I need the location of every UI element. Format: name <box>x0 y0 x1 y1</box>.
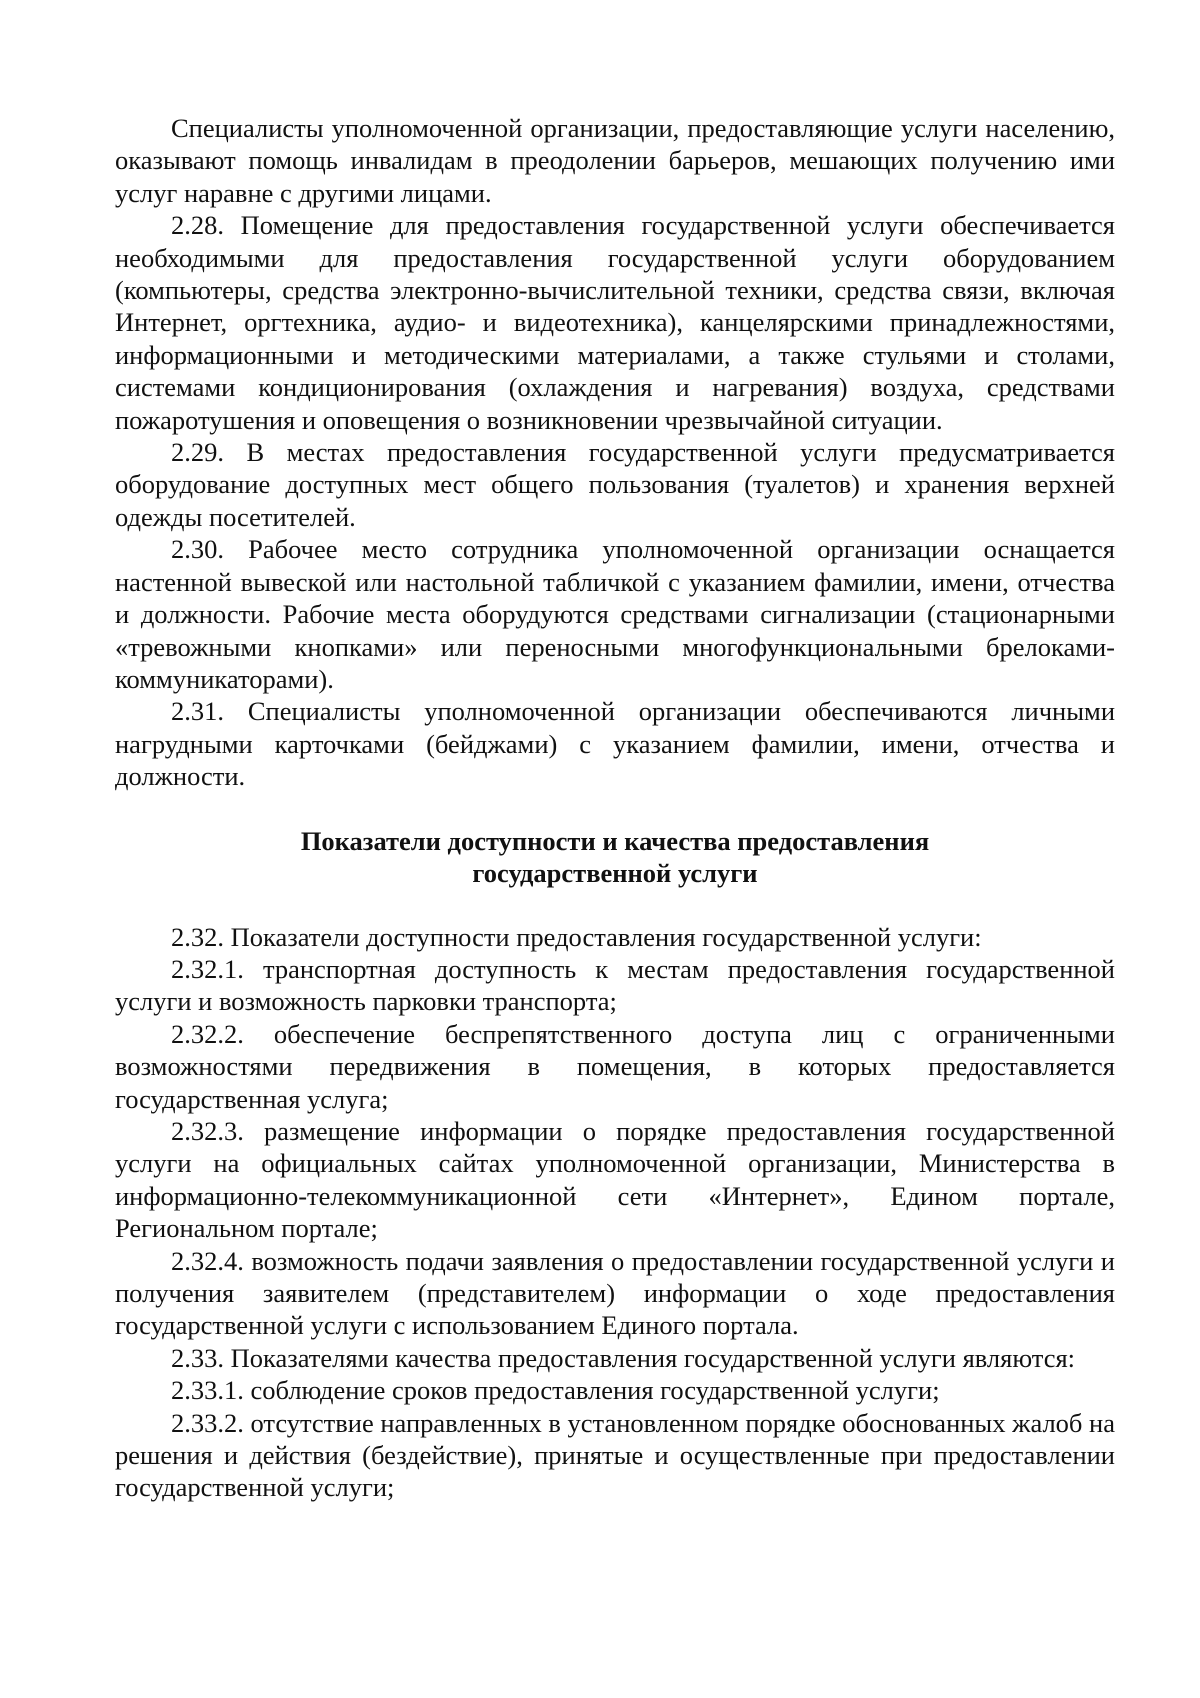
section-premises <box>115 112 1115 793</box>
section-heading-line-1: Показатели доступности и качества предоставления <box>300 825 930 856</box>
paragraph-2-31: 2.31. Специалисты уполномоченной организации обеспечиваются личными нагрудными карточками (бейджами) с указанием фамилии, имени, отчества и должности. <box>115 696 1115 792</box>
paragraph-2-32: 2.32. Показатели доступности предоставления государственной услуги: <box>171 921 982 952</box>
paragraph-2-33: 2.33. Показателями качества предоставления государственной услуги являются: <box>171 1342 1076 1373</box>
paragraph-2-32-4: 2.32.4. возможность подачи заявления о предоставлении государственной услуги и получения заявителем (представителем) информации о ходе предоставления государственной услуги с использованием Единого портала. <box>115 1245 1115 1341</box>
paragraph-2-32-2: 2.32.2. обеспечение беспрепятственного доступа лиц с ограниченными возможностями передвижения в помещения, в которых предоставляется государственная услуга; <box>115 1018 1115 1114</box>
paragraph-2-33-1: 2.33.1. соблюдение сроков предоставления государственной услуги; <box>171 1375 940 1406</box>
section-indicators <box>115 921 1115 1504</box>
paragraph-2-32-3: 2.32.3. размещение информации о порядке предоставления государственной услуги на официальных сайтах уполномоченной организации, Министерства в информационно-телекоммуникационной сети «Интернет», Едином портале, Региональном портале; <box>115 1115 1115 1244</box>
section-heading <box>115 825 1115 889</box>
section-heading-line-2: государственной услуги <box>472 857 758 888</box>
document-page <box>115 112 1115 1504</box>
paragraph-2-29: 2.29. В местах предоставления государственной услуги предусматривается оборудование доступных мест общего пользования (туалетов) и хранения верхней одежды посетителей. <box>115 437 1115 532</box>
paragraph-2-33-2: 2.33.2. отсутствие направленных в установленном порядке обоснованных жалоб на решения и действия (бездействие), принятые и осуществленные при предоставлении государственной услуги; <box>115 1407 1115 1503</box>
paragraph-2-32-1: 2.32.1. транспортная доступность к местам предоставления государственной услуги и возможность парковки транспорта; <box>115 953 1115 1017</box>
paragraph-2-30: 2.30. Рабочее место сотрудника уполномоченной организации оснащается настенной вывеской или настольной табличкой с указанием фамилии, имени, отчества и должности. Рабочие места оборудуются средствами сигнализации (стационарными «тревожными кнопками» или переносными многофункциональными брелоками-коммуникаторами). <box>115 534 1115 694</box>
paragraph-specialists-assistance: Специалисты уполномоченной организации, предоставляющие услуги населению, оказывают помощь инвалидам в преодолении барьеров, мешающих получению ими услуг наравне с другими лицами. <box>115 113 1115 208</box>
paragraph-2-28: 2.28. Помещение для предоставления государственной услуги обеспечивается необходимыми для предоставления государственной услуги оборудованием (компьютеры, средства электронно-вычислительной техники, средства связи, включая Интернет, оргтехника, аудио- и видеотехника), канцелярскими принадлежностями, информационными и методическими материалами, а также стульями и столами, системами кондиционирования (охлаждения и нагревания) воздуха, средствами пожаротушения и оповещения о возникновении чрезвычайной ситуации. <box>115 210 1115 435</box>
